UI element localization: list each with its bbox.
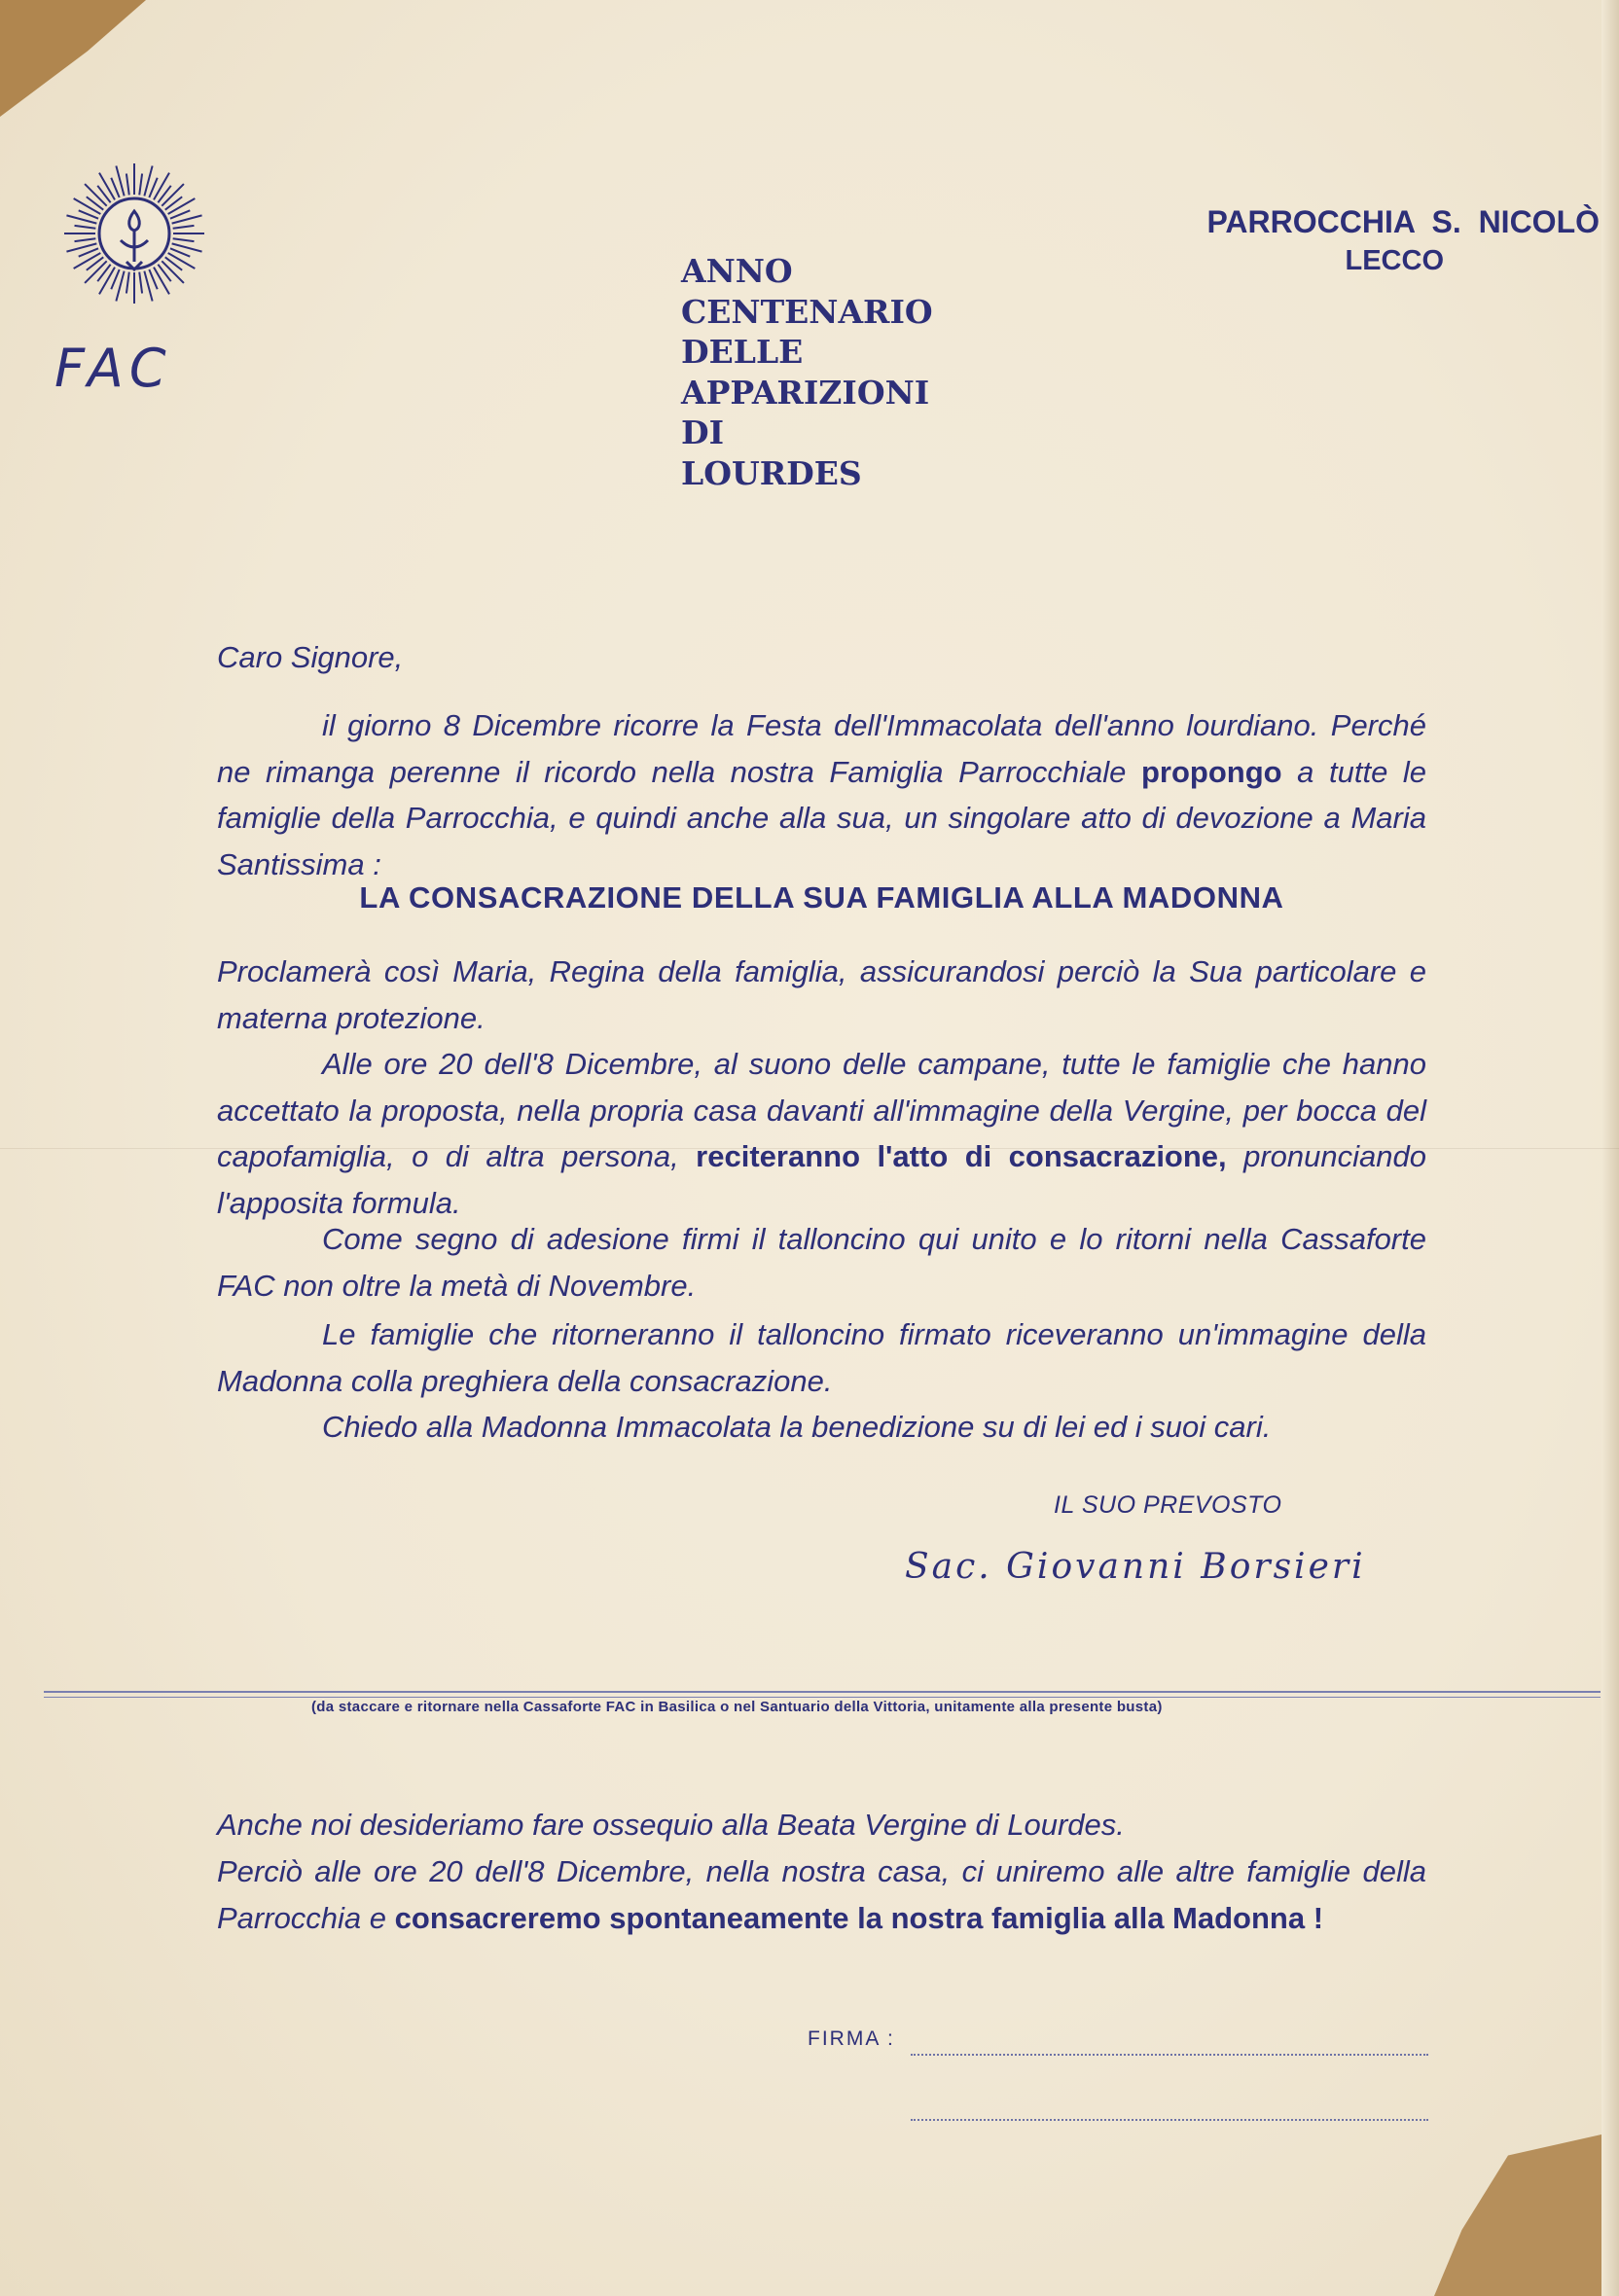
emblem-ray (126, 174, 129, 196)
paper-tape-corner (1434, 2131, 1619, 2296)
paragraph-emphasis: reciteranno l'atto di consacrazione, (696, 1139, 1227, 1173)
slip-paragraph (217, 1802, 1426, 1848)
emblem-ray (139, 174, 142, 196)
parish-city: LECCO (1345, 245, 1444, 276)
emblem-ray (75, 238, 96, 241)
heading-line: DI (681, 413, 725, 451)
paragraph-text: a tutte le famiglie della Parrocchia, e quindi anche alla sua, un singolare atto di devozione a Maria Santissima : (217, 754, 1426, 881)
paragraph-adhesion (217, 1216, 1426, 1309)
slip-paragraph (217, 1848, 1426, 1941)
emblem-ray (99, 268, 115, 295)
emblem-ray (126, 272, 129, 294)
cut-line (44, 1691, 1601, 1693)
heading-line: DELLE (681, 333, 804, 371)
heading-line: ANNO (681, 252, 793, 290)
paragraph-text: pronunciando l'apposita formula. (217, 1139, 1426, 1220)
paragraph-text: Chiedo alla Madonna Immacolata la benedizione su di lei ed i suoi cari. (322, 1410, 1272, 1444)
paragraph-text: Le famiglie che ritorneranno il talloncino firmato riceveranno un'immagine della Madonna colla preghiera della consacrazione. (217, 1317, 1426, 1398)
fac-logo-lettering (47, 336, 232, 404)
greeting-text: Caro Signore, (217, 640, 404, 674)
emblem-ray (168, 253, 196, 269)
firma-label: FIRMA : (808, 2027, 895, 2050)
cut-line (44, 1697, 1601, 1698)
paragraph-text: Anche noi desideriamo fare ossequio alla Beata Vergine di Lourdes. (217, 1808, 1125, 1842)
paragraph-intro (217, 702, 1426, 887)
paragraph-text: Proclamerà così Maria, Regina della famiglia, assicurandosi perciò la Sua particolare e materna protezione. (217, 954, 1426, 1035)
paragraph-text: il giorno 8 Dicembre ricorre la Festa dell'Immacolata dell'anno lourdiano. Perché ne rimanga perenne il ricordo nella nostra Famiglia Parrocchiale (217, 708, 1426, 789)
paragraph-instructions (217, 1041, 1426, 1226)
emblem-ray (99, 173, 115, 200)
emblem-ray (162, 261, 184, 283)
emblem-ray (154, 173, 169, 200)
paragraph-proclamation (217, 949, 1426, 1041)
paragraph-text: Perciò alle ore 20 dell'8 Dicembre, nella nostra casa, ci uniremo alle altre famiglie della Parrocchia e (217, 1854, 1426, 1935)
detach-note: (da staccare e ritornare nella Cassaforte FAC in Basilica o nel Santuario della Vittoria, unitamente alla presente busta) (311, 1699, 1163, 1715)
heading-line: APPARIZIONI (681, 373, 930, 412)
centenary-heading (681, 251, 933, 493)
paragraph-blessing (217, 1404, 1426, 1451)
paper-tape-corner (0, 0, 146, 146)
fac-emblem-icon (56, 161, 212, 326)
emblem-ray (85, 184, 107, 206)
emblem-ray (85, 261, 107, 283)
parish-header (1206, 202, 1600, 280)
parish-name: PARROCCHIA S. NICOLÒ (1206, 204, 1600, 239)
consecration-title: LA CONSACRAZIONE DELLA SUA FAMIGLIA ALLA MADONNA (359, 880, 1284, 915)
emblem-ray (162, 184, 184, 206)
emblem-ray (168, 198, 196, 214)
emblem-ray (173, 238, 195, 241)
paragraph-emphasis: consacreremo spontaneamente la nostra famiglia alla Madonna ! (394, 1900, 1324, 1935)
emblem-ray (74, 253, 101, 269)
signature-label: IL SUO PREVOSTO (1054, 1491, 1282, 1519)
heading-line: LOURDES (681, 453, 862, 492)
heading-line: CENTENARIO (681, 292, 933, 331)
paragraph-emphasis: propongo (1140, 754, 1282, 789)
signature-line[interactable] (911, 2054, 1428, 2056)
greeting (217, 634, 1426, 681)
signature-text: Sac. Giovanni Borsieri (905, 1547, 1366, 1587)
handwritten-signature (905, 1537, 1430, 1596)
emblem-ray (139, 272, 142, 294)
emblem-ray (154, 268, 169, 295)
emblem-ray (173, 226, 195, 229)
emblem-ray (74, 198, 101, 214)
emblem-ray (75, 226, 96, 229)
fac-logo-text: FAC (54, 338, 172, 399)
paragraph-text: Come segno di adesione firmi il talloncino qui unito e lo ritorni nella Cassaforte FAC non oltre la metà di Novembre. (217, 1222, 1426, 1303)
signature-line[interactable] (911, 2119, 1428, 2121)
paragraph-text: Alle ore 20 dell'8 Dicembre, al suono delle campane, tutte le famiglie che hanno accettato la proposta, nella propria casa davanti all'immagine della Vergine, per bocca del capofamiglia, o di altra persona, (217, 1047, 1426, 1173)
paragraph-image (217, 1311, 1426, 1404)
